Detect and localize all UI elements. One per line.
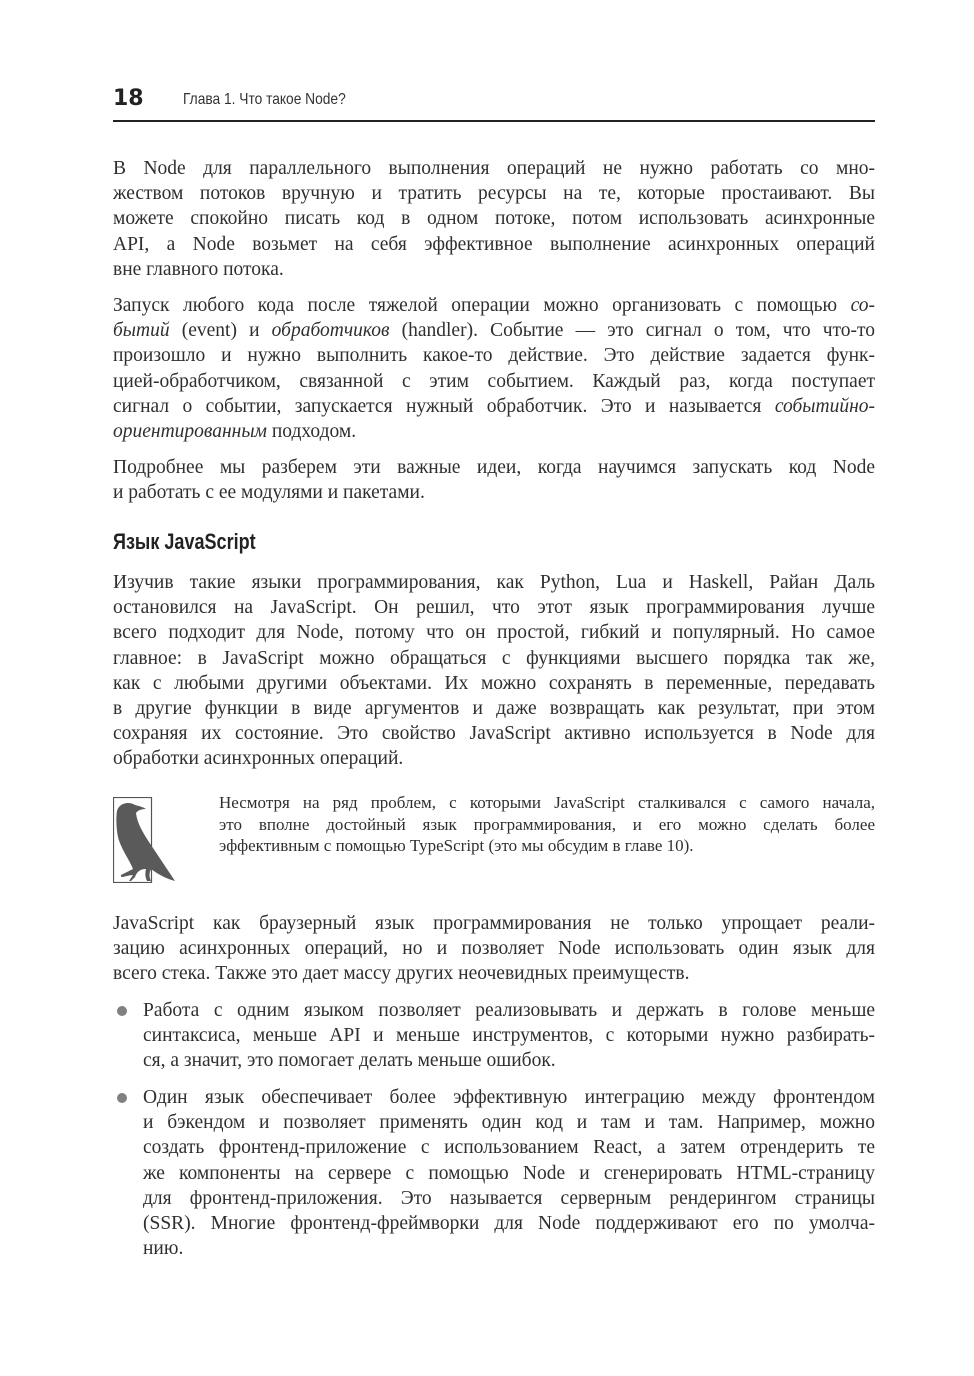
text-line: сигнал о событии, запускается нужный обработчик. Это и называется событийно- bbox=[113, 395, 875, 417]
italic-term: обработчиков bbox=[271, 320, 390, 342]
text-line: Подробнее мы разберем эти важные идеи, когда научимся запускать код Node bbox=[113, 457, 875, 478]
text-line: произошло и нужно выполнить какое-то действие. Это действие задается функ- bbox=[113, 345, 875, 367]
text-line: же компоненты на сервере с помощью Node и сгенерировать HTML-страницу bbox=[143, 1162, 875, 1184]
text-line: вне главного потока. bbox=[113, 258, 284, 280]
text-line: как с любыми другими объектами. Их можно сохранять в переменные, передавать bbox=[113, 672, 875, 694]
text-line: всего стека. Также это дает массу других неочевидных преимуществ. bbox=[113, 963, 690, 985]
text-line: в другие функции в виде аргументов и даже возвращать как результат, при этом bbox=[113, 698, 875, 720]
note-line: это вполне достойный язык программирования, и его можно сделать более bbox=[219, 814, 875, 834]
page-number: 18 bbox=[113, 86, 144, 111]
paragraph-1 bbox=[113, 156, 875, 282]
italic-term: событийно- bbox=[774, 395, 875, 417]
text-line: В Node для параллельного выполнения операций не нужно работать со мно- bbox=[113, 158, 875, 179]
paragraph-4 bbox=[113, 570, 875, 772]
text-line: обработки асинхронных операций. bbox=[113, 748, 404, 770]
note-line: эффективным с помощью TypeScript (это мы обсудим в главе 10). bbox=[219, 836, 694, 855]
bullet-icon bbox=[117, 1093, 127, 1103]
paragraph-3 bbox=[113, 455, 875, 505]
list-item-text bbox=[143, 1085, 875, 1261]
text-line: создать фронтенд-приложение с использованием React, а затем отрендерить те bbox=[143, 1137, 875, 1159]
text-line: цией-обработчиком, связанной с этим событием. Каждый раз, когда поступает bbox=[113, 370, 875, 392]
paragraph-2 bbox=[113, 293, 875, 444]
paragraph-5 bbox=[113, 911, 875, 987]
text-line: зацию асинхронных операций, но и позволяет Node использовать один язык для bbox=[113, 938, 875, 960]
text-line: и работать с ее модулями и пакетами. bbox=[113, 482, 425, 504]
note-block bbox=[219, 792, 875, 857]
text-line: (SSR). Многие фронтенд-фреймворки для Node поддерживают его по умолча- bbox=[143, 1213, 875, 1235]
text-line: нию. bbox=[143, 1238, 184, 1260]
text-line: и бэкендом и позволяет применять один код и там и там. Например, можно bbox=[143, 1112, 875, 1134]
text-line: Запуск любого кода после тяжелой операции можно организовать с помощью со- bbox=[113, 295, 875, 316]
page-header bbox=[113, 84, 875, 120]
text-line: Один язык обеспечивает более эффективную интеграцию между фронтендом bbox=[143, 1087, 875, 1108]
italic-term: бытий bbox=[113, 320, 170, 342]
header-rule bbox=[113, 120, 875, 122]
running-title: Глава 1. Что такое Node? bbox=[183, 91, 346, 108]
text-line: бытий (event) и обработчиков (handler). Событие — это сигнал о том, что что-то bbox=[113, 320, 876, 342]
section-heading: Язык JavaScript bbox=[113, 529, 256, 554]
text-line: JavaScript как браузерный язык программирования не только упрощает реали- bbox=[113, 913, 875, 934]
text-line: жеством потоков вручную и тратить ресурсы на те, которые простаивают. Вы bbox=[113, 183, 875, 205]
text-line: ориентированным подходом. bbox=[113, 421, 357, 443]
list-item-text bbox=[143, 998, 875, 1074]
text-line: Работа с одним языком позволяет реализовывать и держать в голове меньше bbox=[143, 1000, 875, 1021]
text-line: главное: в JavaScript можно обращаться с функциями высшего порядка так же, bbox=[113, 647, 875, 669]
text-line: для фронтенд-приложения. Это называется серверным рендерингом страницы bbox=[143, 1187, 875, 1209]
text-line: Изучив такие языки программирования, как Python, Lua и Haskell, Райан Даль bbox=[113, 572, 875, 593]
text-line: всего подходит для Node, потому что он простой, гибкий и популярный. Но самое bbox=[113, 622, 875, 644]
note-line: Несмотря на ряд проблем, с которыми JavaScript сталкивался с самого начала, bbox=[219, 793, 875, 812]
text-line: синтаксиса, меньше API и меньше инструментов, с которыми нужно разбирать- bbox=[143, 1025, 875, 1047]
text-line: можете спокойно писать код в одном потоке, потом использовать асинхронные bbox=[113, 208, 875, 230]
italic-term: со- bbox=[850, 295, 875, 316]
text-line: API, а Node возьмет на себя эффективное выполнение асинхронных операций bbox=[113, 233, 875, 255]
text-line: остановился на JavaScript. Он решил, что этот язык программирования лучше bbox=[113, 597, 875, 619]
italic-term: ориентированным bbox=[113, 421, 267, 443]
text-line: сохраняя их состояние. Это свойство JavaScript активно используется в Node для bbox=[113, 723, 875, 745]
crow-icon bbox=[113, 797, 177, 883]
bullet-icon bbox=[117, 1006, 127, 1016]
text-line: ся, а значит, это помогает делать меньше ошибок. bbox=[143, 1050, 556, 1072]
